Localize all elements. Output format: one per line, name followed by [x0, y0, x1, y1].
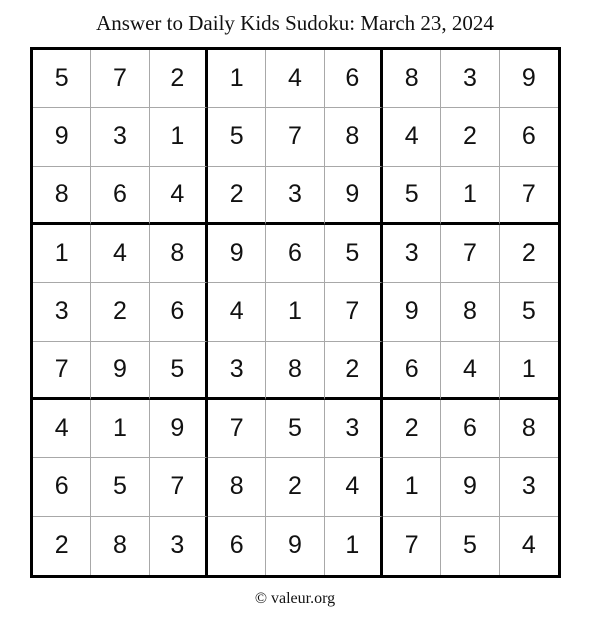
sudoku-cell: 1: [208, 50, 266, 108]
sudoku-cell: 1: [33, 225, 91, 283]
sudoku-cell: 2: [33, 517, 91, 575]
sudoku-cell: 7: [266, 108, 324, 166]
sudoku-cell: 1: [150, 108, 208, 166]
sudoku-cell: 7: [325, 283, 383, 341]
sudoku-cell: 5: [150, 342, 208, 400]
sudoku-cell: 6: [383, 342, 441, 400]
sudoku-cell: 8: [266, 342, 324, 400]
sudoku-cell: 7: [91, 50, 149, 108]
sudoku-cell: 8: [208, 458, 266, 516]
sudoku-cell: 4: [208, 283, 266, 341]
sudoku-cell: 2: [383, 400, 441, 458]
sudoku-cell: 8: [383, 50, 441, 108]
sudoku-cell: 2: [91, 283, 149, 341]
sudoku-cell: 9: [500, 50, 558, 108]
sudoku-cell: 1: [325, 517, 383, 575]
sudoku-cell: 6: [33, 458, 91, 516]
sudoku-cell: 3: [266, 167, 324, 225]
sudoku-cell: 3: [33, 283, 91, 341]
sudoku-cell: 1: [500, 342, 558, 400]
sudoku-cell: 9: [33, 108, 91, 166]
sudoku-cell: 8: [500, 400, 558, 458]
sudoku-cell: 2: [441, 108, 499, 166]
sudoku-cell: 3: [383, 225, 441, 283]
sudoku-cell: 8: [325, 108, 383, 166]
sudoku-cell: 5: [91, 458, 149, 516]
sudoku-cell: 6: [500, 108, 558, 166]
sudoku-cell: 8: [91, 517, 149, 575]
sudoku-cell: 5: [441, 517, 499, 575]
sudoku-cell: 3: [325, 400, 383, 458]
sudoku-cell: 6: [441, 400, 499, 458]
sudoku-cell: 4: [266, 50, 324, 108]
sudoku-cell: 7: [383, 517, 441, 575]
sudoku-cell: 2: [325, 342, 383, 400]
sudoku-cell: 4: [521, 531, 536, 560]
sudoku-cell: 7: [150, 458, 208, 516]
sudoku-cell: 4: [383, 108, 441, 166]
sudoku-cell: 3: [441, 50, 499, 108]
sudoku-cell: 4: [150, 167, 208, 225]
sudoku-cell: 1: [266, 283, 324, 341]
puzzle-title: Answer to Daily Kids Sudoku: March 23, 2024: [96, 11, 494, 35]
copyright-footer: © valeur.org: [254, 590, 336, 607]
sudoku-cell: 6: [150, 283, 208, 341]
sudoku-cell: 9: [441, 458, 499, 516]
sudoku-cell: 6: [91, 167, 149, 225]
sudoku-cell: 3: [91, 108, 149, 166]
sudoku-cell: 9: [266, 517, 324, 575]
sudoku-cell: 5: [266, 400, 324, 458]
sudoku-cell: 5: [33, 50, 91, 108]
sudoku-cell: 5: [325, 225, 383, 283]
sudoku-cell: 9: [91, 342, 149, 400]
sudoku-cell: 8: [150, 225, 208, 283]
sudoku-cell: 6: [266, 225, 324, 283]
sudoku-cell: 3: [208, 342, 266, 400]
sudoku-cell: 7: [208, 400, 266, 458]
sudoku-cell: 4: [91, 225, 149, 283]
sudoku-cell: 5: [208, 108, 266, 166]
sudoku-cell: 2: [500, 225, 558, 283]
sudoku-cell: 9: [208, 225, 266, 283]
sudoku-cell: 5: [500, 283, 558, 341]
sudoku-board: [30, 47, 561, 578]
sudoku-cell: 3: [500, 458, 558, 516]
sudoku-cell: 2: [266, 458, 324, 516]
sudoku-cell: 1: [383, 458, 441, 516]
sudoku-cell: 3: [150, 517, 208, 575]
sudoku-cell: 2: [150, 50, 208, 108]
sudoku-cell: 4: [33, 400, 91, 458]
sudoku-cell: 6: [208, 517, 266, 575]
sudoku-cell: 8: [33, 167, 91, 225]
sudoku-cell: 4: [325, 458, 383, 516]
sudoku-cell: 9: [383, 283, 441, 341]
sudoku-cell: 2: [208, 167, 266, 225]
sudoku-cell: 8: [441, 283, 499, 341]
sudoku-cell: 5: [383, 167, 441, 225]
sudoku-cell: 7: [33, 342, 91, 400]
sudoku-cell: 9: [325, 167, 383, 225]
sudoku-cell: 1: [91, 400, 149, 458]
sudoku-cell: 4: [441, 342, 499, 400]
sudoku-cell: 7: [500, 167, 558, 225]
sudoku-cell: 1: [441, 167, 499, 225]
sudoku-cell: 9: [150, 400, 208, 458]
sudoku-cell: 6: [325, 50, 383, 108]
sudoku-cell: 7: [441, 225, 499, 283]
